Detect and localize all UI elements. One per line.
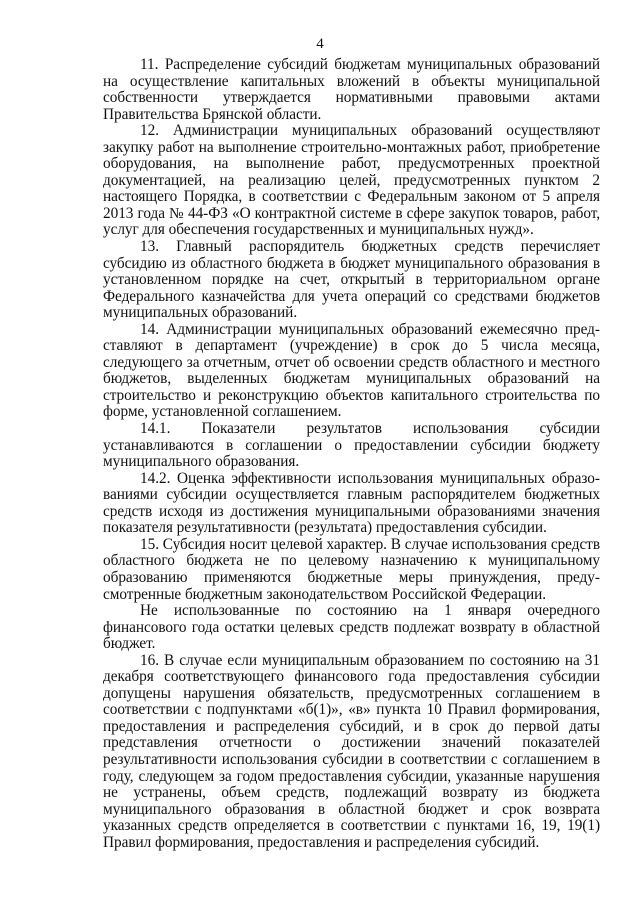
paragraph-14: 14. Администрации муниципальных образований ежемесячно представляют в департамент (учреждение) в срок до 5 числа месяца, следующего за отчетным, отчет об освоении средств областного и местного бюджетов, выделенных бюджетам муниципальных образований на строительство и реконструкцию объектов капитального строительства по форме, установленной соглашением.: [103, 320, 600, 421]
paragraph-15: 15. Субсидия носит целевой характер. В случае использования средств областного бюджета не по целевому назначению к муниципальному образованию применяются бюджетные меры принуждения, предусмотренные бюджетным законодательством Российской Федерации.: [103, 535, 600, 603]
paragraph-16: 16. В случае если муниципальным образованием по состоянию на 31 декабря соответствующего финансового года предоставления субсидии допущены нарушения обязательств, предусмотренных соглашением в соответствии с подпунктами «б(1)», «в» пункта 10 Правил формирования, предоставления и распределения субсидий, и в срок до первой даты представления отчетности о достижении значений показателей результативности использования субсидии в соответствии с соглашением в году, следующем за годом предоставления субсидии, указанные нарушения не устранены, объем средств, подлежащий возврату из бюджета муниципального образования в областной бюджет и срок возврата указанных средств определяется в соответствии с пунктами 16, 19, 19(1) Правил формирования, предоставления и распределения субсидий.: [103, 651, 600, 851]
paragraph-13: 13. Главный распорядитель бюджетных средств перечисляет субсидию из областного бюджета в бюджет муниципального образования в установленном порядке на счет, открытый в территориальном органе Федерального казначейства для учета операций со средствами бюджетов муниципальных образований.: [103, 238, 600, 322]
paragraph-15-unused-funds: Не использованные по состоянию на 1 января очередного финансового года остатки целевых средств подлежат возврату в областной бюджет.: [103, 602, 600, 653]
document-body: [103, 57, 600, 851]
page-number: 4: [316, 36, 324, 52]
paragraph-11: 11. Распределение субсидий бюджетам муниципальных образований на осуществление капитальных вложений в объекты муниципальной собственности утверждается нормативными правовыми актами Правительства Брянской области.: [103, 56, 600, 123]
paragraph-14-2: 14.2. Оценка эффективности использования муниципальных образованиями субсидии осуществляется главным распорядителем бюджетных средств исходя из достижения муниципальными образованиями значения показателя результативности (результата) предоставления субсидии.: [103, 469, 600, 537]
paragraph-12: 12. Администрации муниципальных образований осуществляют закупку работ на выполнение строительно-монтажных работ, приобретение оборудования, на выполнение работ, предусмотренных проектной документацией, на реализацию целей, предусмотренных пунктом 2 настоящего Порядка, в соответствии с Федеральным законом от 5 апреля 2013 года № 44-ФЗ «О контрактной системе в сфере закупок товаров, работ, услуг для обеспечения государственных и муниципальных нужд».: [103, 122, 600, 239]
paragraph-14-1: 14.1. Показатели результатов использования субсидии устанавливаются в соглашении о предоставлении субсидии бюджету муниципального образования.: [103, 420, 600, 471]
